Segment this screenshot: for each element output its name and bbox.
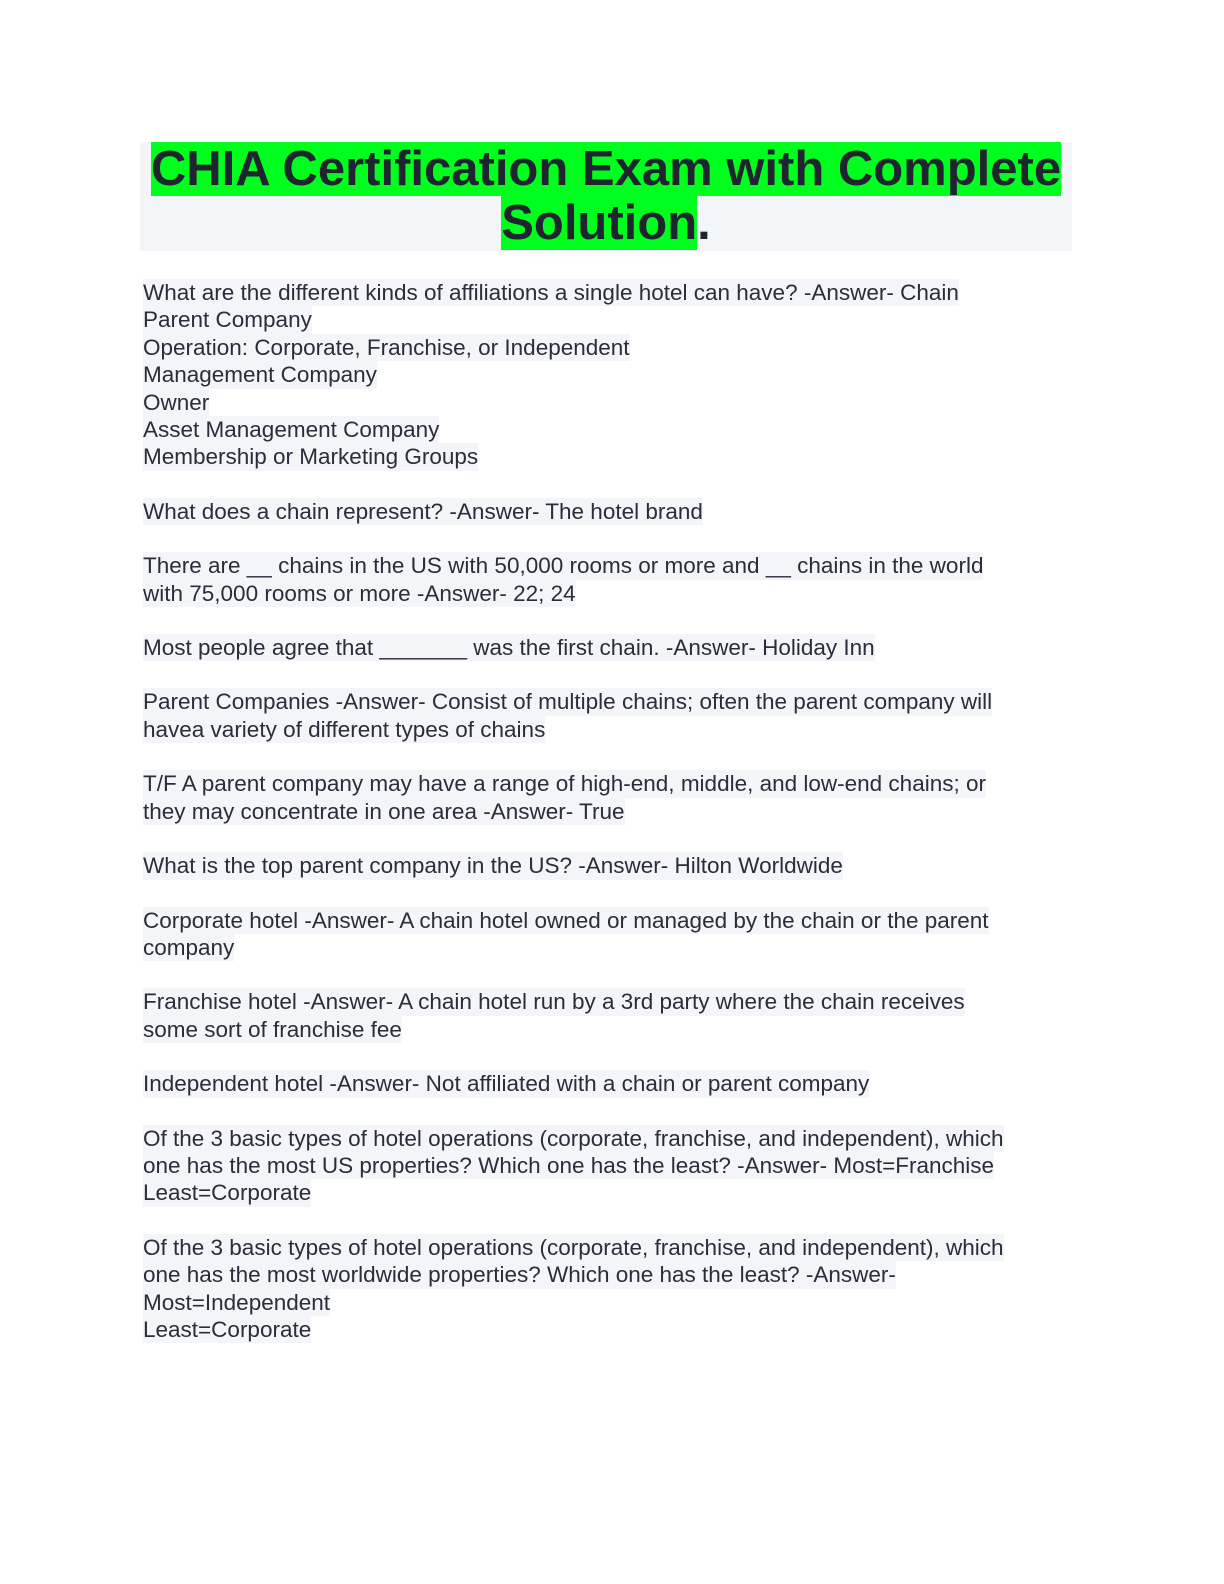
title-highlight-line1: CHIA Certification Exam with Complete <box>150 142 1062 196</box>
qa-line: they may concentrate in one area -Answer- True <box>143 798 625 824</box>
qa-line: Independent hotel -Answer- Not affiliated with a chain or parent company <box>143 1071 870 1097</box>
qa-item <box>143 1234 1063 1344</box>
qa-item <box>143 1125 1063 1207</box>
qa-item <box>143 688 1063 743</box>
qa-item <box>143 1070 1063 1097</box>
qa-line: some sort of franchise fee <box>143 1016 402 1042</box>
qa-line: Of the 3 basic types of hotel operations (corporate, franchise, and independent), which <box>143 1234 1004 1260</box>
qa-line: Asset Management Company <box>143 417 440 443</box>
qa-line: T/F A parent company may have a range of high-end, middle, and low-end chains; or <box>143 771 986 797</box>
qa-line: Operation: Corporate, Franchise, or Independent <box>143 334 630 360</box>
qa-line: Franchise hotel -Answer- A chain hotel run by a 3rd party where the chain receives <box>143 989 965 1015</box>
qa-line: Membership or Marketing Groups <box>143 444 479 470</box>
qa-item <box>143 852 1063 879</box>
document-title <box>140 142 1072 250</box>
title-highlight-line2: Solution <box>501 196 698 250</box>
qa-line: Of the 3 basic types of hotel operations (corporate, franchise, and independent), which <box>143 1125 1004 1151</box>
qa-line: with 75,000 rooms or more -Answer- 22; 24 <box>143 580 576 606</box>
qa-item <box>143 988 1063 1043</box>
qa-line: Parent Companies -Answer- Consist of multiple chains; often the parent company will <box>143 689 993 715</box>
qa-item <box>143 498 1063 525</box>
qa-item <box>143 279 1063 471</box>
qa-line: Most=Independent <box>143 1289 331 1315</box>
qa-line: Parent Company <box>143 307 312 333</box>
qa-line: Most people agree that _______ was the first chain. -Answer- Holiday Inn <box>143 635 875 661</box>
qa-item <box>143 634 1063 661</box>
qa-line: one has the most worldwide properties? Which one has the least? -Answer- <box>143 1262 896 1288</box>
title-period: . <box>697 196 711 250</box>
qa-item <box>143 907 1063 962</box>
qa-line: What does a chain represent? -Answer- The hotel brand <box>143 498 703 524</box>
qa-line: Corporate hotel -Answer- A chain hotel owned or managed by the chain or the parent <box>143 907 989 933</box>
qa-item <box>143 770 1063 825</box>
qa-line: Owner <box>143 389 210 415</box>
qa-line: What are the different kinds of affiliations a single hotel can have? -Answer- Chain <box>143 280 959 305</box>
qa-line: What is the top parent company in the US? -Answer- Hilton Worldwide <box>143 853 843 879</box>
qa-line: company <box>143 934 235 960</box>
qa-line: There are __ chains in the US with 50,000 rooms or more and __ chains in the world <box>143 553 984 579</box>
qa-list <box>143 279 1063 1370</box>
qa-line: one has the most US properties? Which one has the least? -Answer- Most=Franchise <box>143 1152 995 1178</box>
qa-line: Least=Corporate <box>143 1180 312 1206</box>
qa-line: Management Company <box>143 362 377 388</box>
document-title-block <box>140 142 1072 251</box>
qa-line: havea variety of different types of chains <box>143 716 546 742</box>
qa-line: Least=Corporate <box>143 1316 312 1342</box>
qa-item <box>143 552 1063 607</box>
